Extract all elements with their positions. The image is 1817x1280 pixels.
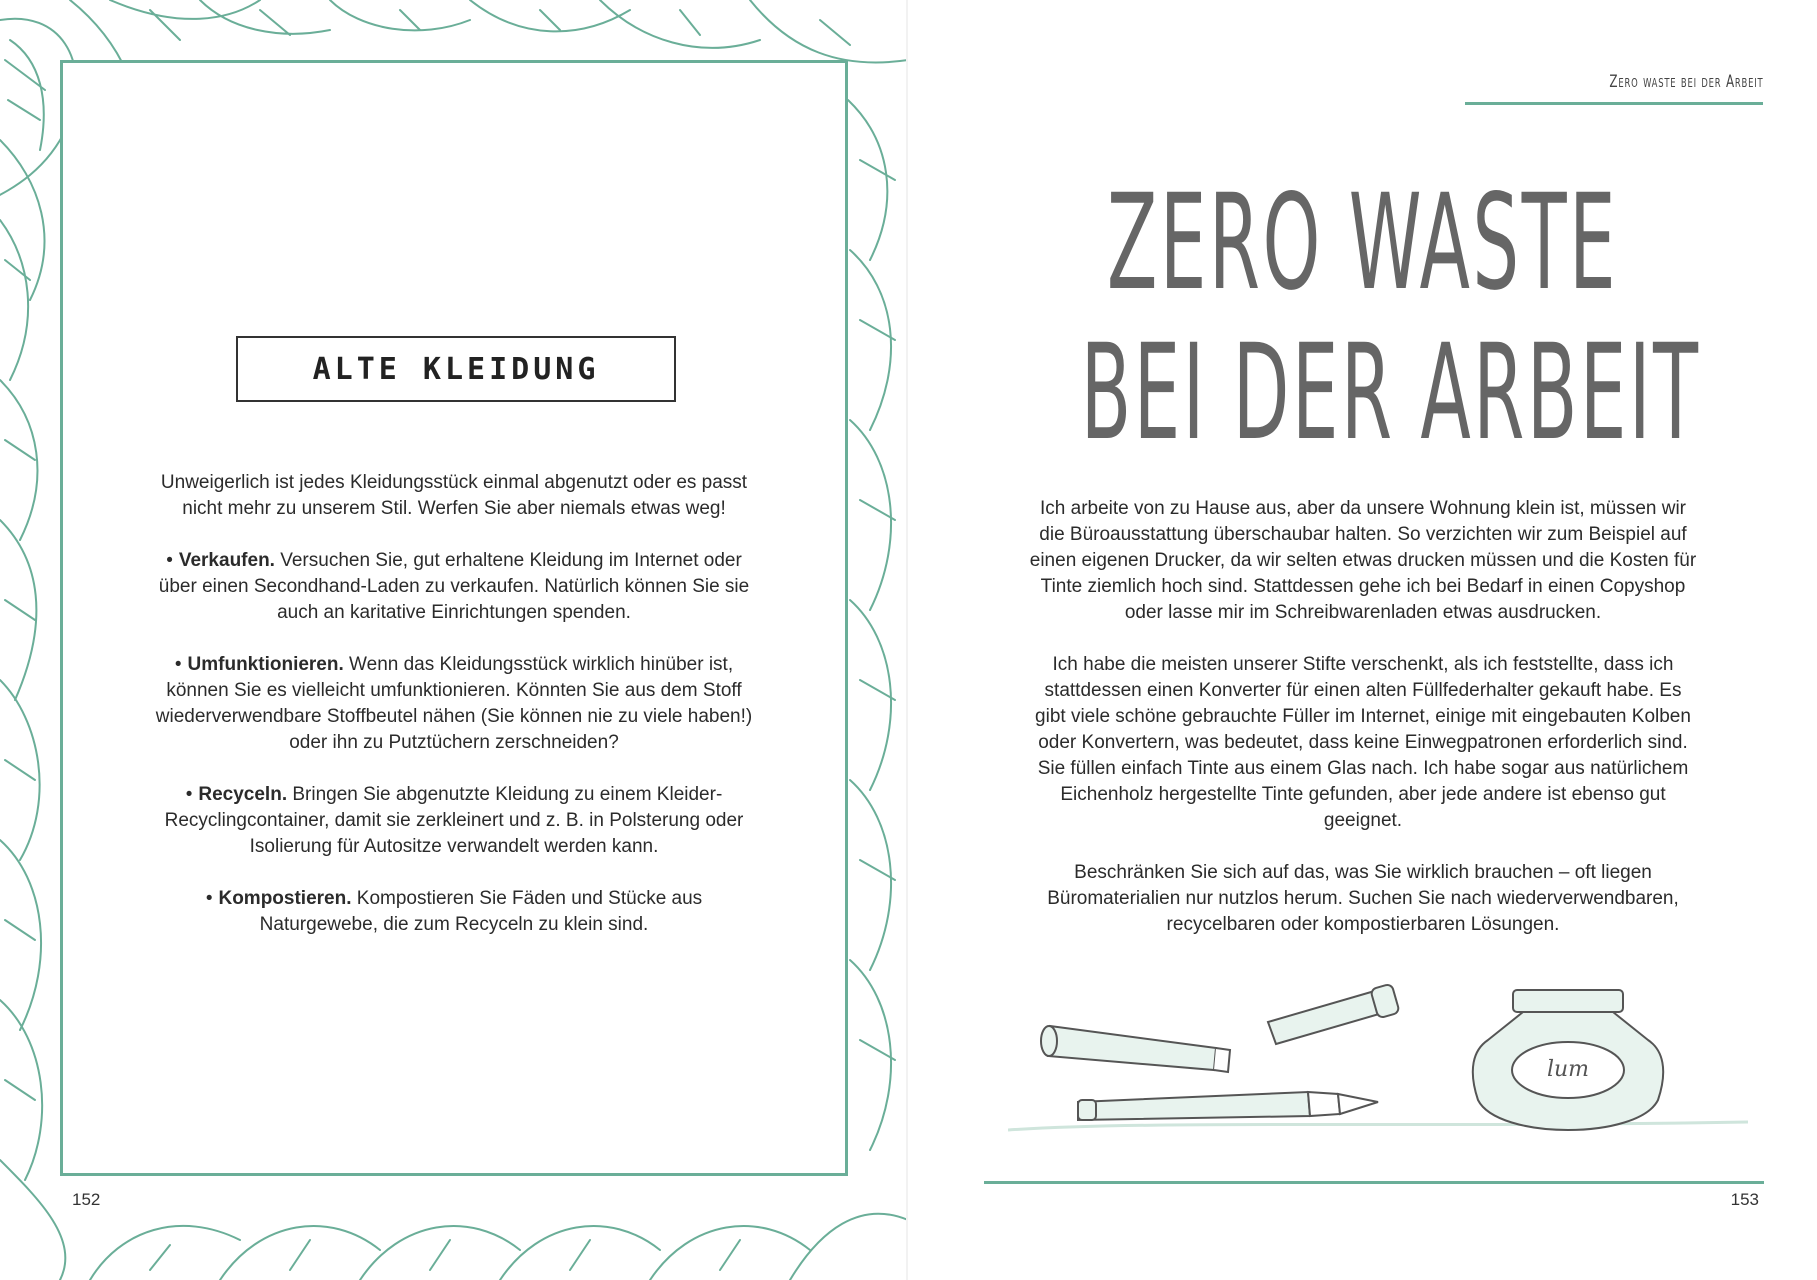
bullet-text: Kompostieren Sie Fäden und Stücke aus Naturgewebe, die zum Recyceln zu klein sind. [259, 888, 703, 935]
fountain-pen-icon [1078, 1092, 1378, 1120]
bullet-term: Kompostieren. [218, 888, 352, 909]
bullet-item [150, 782, 758, 860]
pen-cap-icon [1268, 984, 1400, 1044]
bullet-icon: • [185, 784, 193, 805]
title-line-1: ZERO WASTE [1106, 166, 1619, 320]
left-page [0, 0, 908, 1280]
ground-line [1008, 1122, 1748, 1130]
paragraph: Ich arbeite von zu Hause aus, aber da unsere Wohnung klein ist, müssen wir die Büroausstattung überschaubar halten. So verzichten wir zum Beispiel auf einen eigenen Drucker, da wir selten etwas drucken müssen und die Kosten für Tinte ziemlich hoch sind. Stattdessen gehe ich bei Bedarf in einen Copyshop oder lasse mir im Schreibwarenladen etwas ausdrucken. [1029, 498, 1697, 623]
bullet-text: Bringen Sie abgenutzte Kleidung zu einem Kleider-Recyclingcontainer, damit sie zerkleinert und z. B. in Polsterung oder Isolierung für Autositze verwandelt werden kann. [164, 784, 744, 857]
bullet-term: Umfunktionieren. [187, 654, 344, 675]
ink-label: lum [1546, 1057, 1590, 1082]
pen-cap-icon [1041, 1026, 1230, 1072]
bullet-icon: • [205, 888, 213, 909]
bullet-term: Recyceln. [198, 784, 288, 805]
bullet-item [150, 652, 758, 756]
bullet-icon: • [174, 654, 182, 675]
page-number-left: 152 [72, 1190, 101, 1209]
section-title-box [236, 336, 676, 402]
paragraph: Ich habe die meisten unserer Stifte verschenkt, als ich feststellte, dass ich stattdessen einen Konverter für einen alten Füllfederhalter gekauft habe. Es gibt viele schöne gebrauchte Füller im Internet, einige mit eingebauten Kolben oder Konvertern, was bedeutet, dass keine Einwegpatronen erforderlich sind. Sie füllen einfach Tinte aus einem Glas nach. Ich habe sogar aus natürlichem Eichenholz hergestellte Tinte gefunden, aber jede andere ist ebenso gut geeignet. [1035, 654, 1691, 831]
header-rule [1465, 102, 1763, 105]
title-line-2: BEI DER ARBEIT [1080, 316, 1701, 470]
page-number-right: 153 [1730, 1190, 1759, 1209]
right-page [908, 0, 1817, 1280]
stationery-illustration [1008, 970, 1748, 1150]
bullet-text: Wenn das Kleidungsstück wirklich hinüber ist, können Sie es vielleicht umfunktionieren. Könnten Sie aus dem Stoff wiederverwendbare Stoffbeutel nähen (Sie können nie zu viele haben!) oder ihn zu Putztüchern zerschneiden? [155, 654, 753, 753]
bullet-term: Verkaufen. [178, 550, 275, 571]
bottom-rule [984, 1181, 1764, 1184]
bullet-item [150, 886, 758, 938]
running-header: Zero waste bei der Arbeit [1609, 72, 1763, 92]
main-title [1080, 166, 1701, 470]
right-body-text [1028, 496, 1698, 964]
intro-paragraph: Unweigerlich ist jedes Kleidungsstück einmal abgenutzt oder es passt nicht mehr zu unserem Stil. Werfen Sie aber niemals etwas weg! [160, 472, 748, 519]
bullet-icon: • [166, 550, 173, 571]
section-title: ALTE KLEIDUNG [312, 351, 600, 387]
bullet-text: Versuchen Sie, gut erhaltene Kleidung im Internet oder über einen Secondhand-Laden zu verkaufen. Natürlich können Sie sie auch an karitative Einrichtungen spenden. [158, 550, 750, 623]
bullet-item [150, 548, 758, 626]
left-body-text [150, 470, 758, 964]
paragraph: Beschränken Sie sich auf das, was Sie wirklich brauchen – oft liegen Büromaterialien nur nutzlos herum. Suchen Sie nach wiederverwendbaren, recycelbaren oder kompostierbaren Lösungen. [1047, 862, 1679, 935]
ink-bottle-icon [1473, 990, 1663, 1130]
